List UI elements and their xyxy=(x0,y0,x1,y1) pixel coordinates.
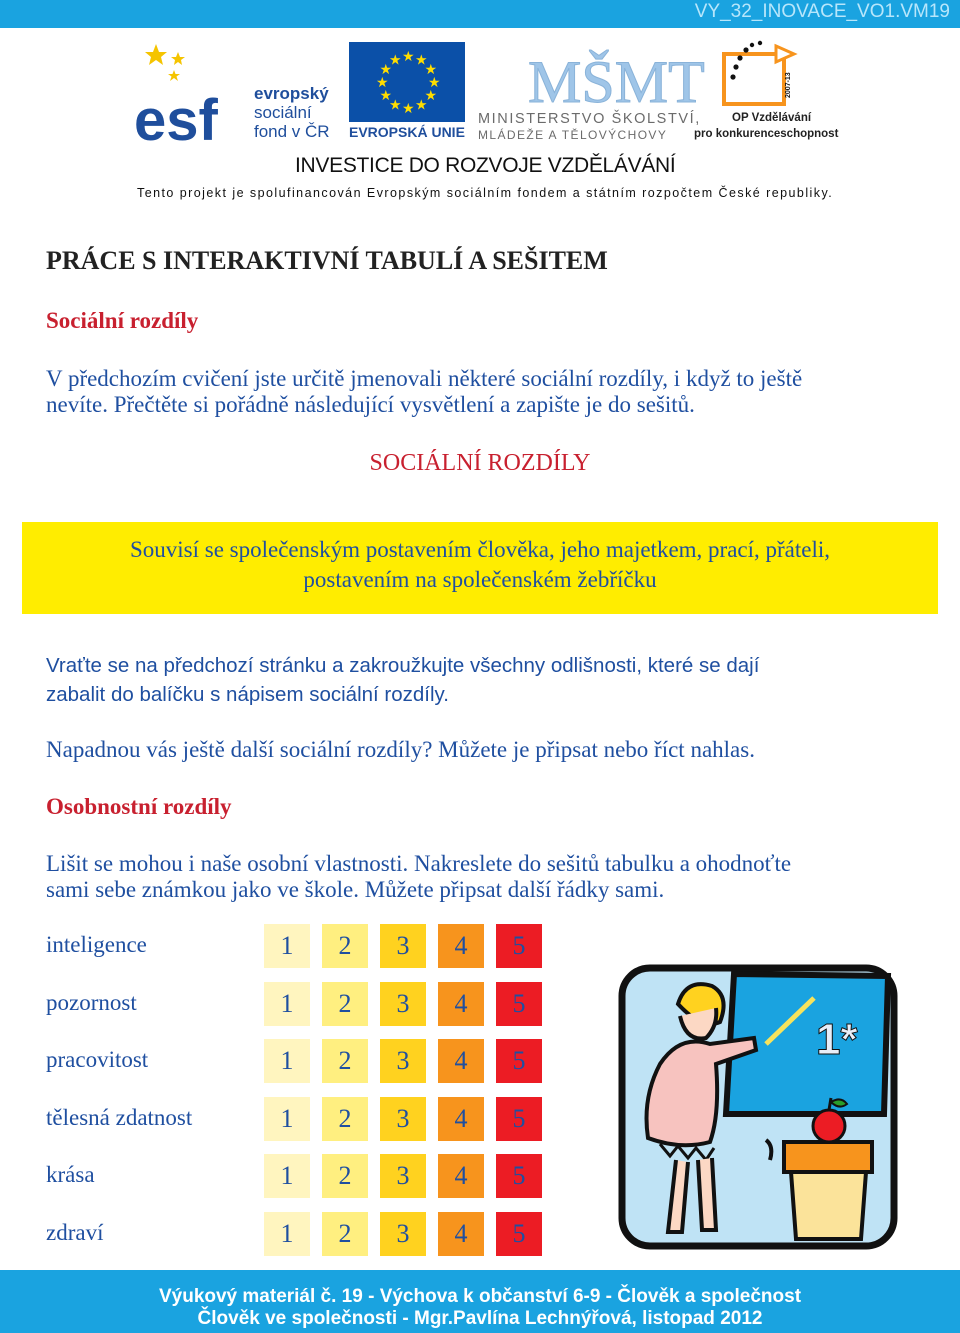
task-paragraph-3: Lišit se mohou i naše osobní vlastnosti. Nakreslete do sešitů tabulku a ohodnoťte sami sebe známkou jako ve škole. Můžete připsat další řádky sami. xyxy=(46,851,792,902)
rating-cell: 2 xyxy=(322,1039,368,1083)
rating-cell: 3 xyxy=(380,924,426,968)
rating-cell: 4 xyxy=(438,982,484,1026)
intro-paragraph: V předchozím cvičení jste určitě jmenovali některé sociální rozdíly, i když to ještě nevíte. Přečtěte si pořádně následující vysvětlení a zapište je do sešitů. xyxy=(46,366,803,417)
eu-star-icon: ★ xyxy=(424,62,438,78)
eu-star-icon: ★ xyxy=(389,97,402,114)
rating-cell: 1 xyxy=(264,1097,310,1141)
msmt-name-line1: MINISTERSTVO ŠKOLSTVÍ, xyxy=(478,111,701,127)
rating-cell: 4 xyxy=(438,1039,484,1083)
rating-cell: 5 xyxy=(496,1097,542,1141)
section-heading-social: Sociální rozdíly xyxy=(46,308,199,333)
rating-cell: 3 xyxy=(380,1154,426,1198)
svg-text:MŠMT: MŠMT xyxy=(528,49,705,115)
rating-cell: 1 xyxy=(264,1039,310,1083)
rating-cell: 3 xyxy=(380,982,426,1026)
eu-star-icon: ★ xyxy=(376,75,389,91)
esf-logo xyxy=(134,42,252,153)
eu-star-icon: ★ xyxy=(379,62,393,78)
rating-cell: 1 xyxy=(264,1212,310,1256)
teacher-illustration xyxy=(616,964,901,1254)
rating-row-label: inteligence xyxy=(46,932,147,957)
rating-cell: 4 xyxy=(438,1097,484,1141)
rating-row-label: pozornost xyxy=(46,989,137,1015)
op-name-line1: OP Vzdělávání xyxy=(732,112,812,124)
rating-cell: 4 xyxy=(438,1154,484,1198)
document-code: VY_32_INOVACE_VO1.VM19 xyxy=(694,1,950,22)
task-paragraph-1: Vraťte se na předchozí stránku a zakroužkujte všechny odlišnosti, které se dají zabalit do balíčku s nápisem sociální rozdíly. xyxy=(46,654,760,706)
section-heading-personal: Osobnostní rozdíly xyxy=(46,794,232,819)
rating-cell: 5 xyxy=(496,1039,542,1083)
svg-text:2007-13: 2007-13 xyxy=(785,72,792,98)
rating-row-label: tělesná zdatnost xyxy=(46,1104,193,1130)
rating-cell: 2 xyxy=(322,1154,368,1198)
definition-box xyxy=(22,522,938,614)
rating-cell: 1 xyxy=(264,924,310,968)
funding-note: Tento projekt je spolufinancován Evropským sociálním fondem a státním rozpočtem České republiky. xyxy=(137,186,834,200)
rating-cell: 1 xyxy=(264,1154,310,1198)
eu-label: EVROPSKÁ UNIE xyxy=(349,124,465,140)
esf-name: evropský sociální fond v ČR xyxy=(254,84,330,141)
definition-heading: SOCIÁLNÍ ROZDÍLY xyxy=(369,450,591,476)
rating-cell: 5 xyxy=(496,1212,542,1256)
rating-cell: 1 xyxy=(264,982,310,1026)
rating-cell: 5 xyxy=(496,924,542,968)
rating-cell: 2 xyxy=(322,1097,368,1141)
rating-row-label: zdraví xyxy=(46,1219,104,1245)
eu-star-icon: ★ xyxy=(402,101,415,117)
eu-flag xyxy=(349,42,465,122)
rating-row-label: krása xyxy=(46,1162,95,1187)
rating-cell: 3 xyxy=(380,1039,426,1083)
rating-cell: 2 xyxy=(322,1212,368,1256)
page-title: PRÁCE S INTERAKTIVNÍ TABULÍ A SEŠITEM xyxy=(46,246,608,275)
msmt-logo xyxy=(528,40,705,115)
footer-bar xyxy=(0,1270,960,1333)
op-name-line2: pro konkurenceschopnost xyxy=(694,128,839,140)
footer-line-1: Výukový materiál č. 19 - Výchova k občanství 6-9 - Člověk a společnost xyxy=(158,1286,802,1307)
rating-row-label: pracovitost xyxy=(46,1047,149,1072)
rating-cell: 5 xyxy=(496,1154,542,1198)
rating-cell: 2 xyxy=(322,924,368,968)
definition-text: Souvisí se společenským postavením člověka, jeho majetkem, prací, přáteli, postavením na společenském žebříčku xyxy=(129,537,831,592)
eu-star-icon: ★ xyxy=(389,52,402,69)
eu-star-icon: ★ xyxy=(415,52,428,69)
esf-letters: esf xyxy=(134,88,218,153)
rating-cell: 3 xyxy=(380,1097,426,1141)
board-text: 1* xyxy=(816,1015,858,1064)
footer-line-2: Člověk ve společnosti - Mgr.Pavlína Lechnýřová, listopad 2012 xyxy=(197,1308,763,1329)
investice-slogan: INVESTICE DO ROZVOJE VZDĚLÁVÁNÍ xyxy=(295,154,676,177)
top-bar xyxy=(0,0,960,28)
rating-cell: 4 xyxy=(438,1212,484,1256)
rating-cell: 2 xyxy=(322,982,368,1026)
task-paragraph-2: Napadnou vás ještě další sociální rozdíly? Můžete je připsat nebo říct nahlas. xyxy=(46,737,755,762)
eu-star-icon: ★ xyxy=(402,49,415,65)
eu-star-icon: ★ xyxy=(428,75,441,91)
eu-star-icon: ★ xyxy=(424,88,438,104)
eu-star-icon: ★ xyxy=(415,97,428,114)
rating-cell: 4 xyxy=(438,924,484,968)
rating-cell: 3 xyxy=(380,1212,426,1256)
logo-strip xyxy=(0,36,960,153)
op-vzdelavani-logo xyxy=(716,40,806,112)
eu-star-icon: ★ xyxy=(379,88,393,104)
rating-cell: 5 xyxy=(496,982,542,1026)
msmt-name-line2: MLÁDEŽE A TĚLOVÝCHOVY xyxy=(478,128,668,142)
